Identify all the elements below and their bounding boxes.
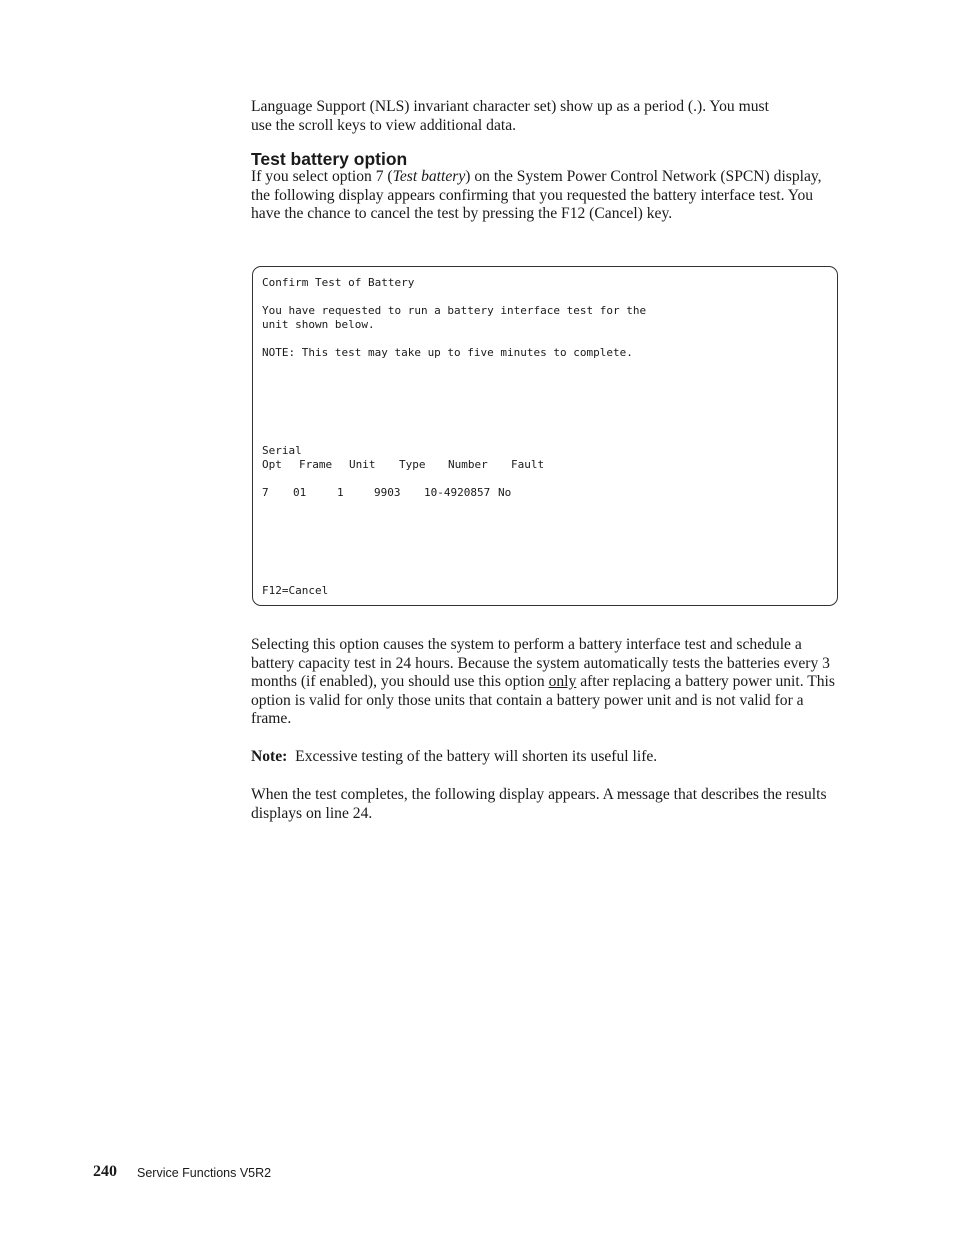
intro-paragraph	[251, 98, 841, 135]
screen-display-box	[252, 266, 838, 606]
completion-paragraph: When the test completes, the following display appears. A message that describes the results displays on line 24.	[251, 786, 827, 822]
section-paragraph-start: If you select option 7 (	[251, 168, 393, 185]
description-paragraph	[251, 636, 841, 729]
book-title: Service Functions V5R2	[137, 1166, 272, 1180]
row-type-value: 9903	[374, 486, 401, 499]
description-start: Selecting this option causes the system to perform a battery interface test and schedule a battery capacity test in 24 hours. Because the system automatically tests the batteries every 3 months (if enabled), you should use this option	[251, 636, 830, 691]
screen-title: Confirm Test of Battery	[262, 276, 415, 289]
section-paragraph-end: ) on the System Power Control Network (SPCN) display, the following display appears confirming that you requested the battery interface test. You have the chance to cancel the test by pressing the F12 (Cancel) key.	[251, 168, 822, 223]
option-name: Test battery	[392, 168, 466, 185]
emphasis-only: only	[548, 673, 577, 691]
note-label: Note:	[251, 748, 288, 765]
function-key-cancel: F12=Cancel	[262, 584, 329, 597]
column-header-unit: Unit	[349, 458, 376, 471]
section-paragraph	[251, 168, 841, 224]
screen-note: NOTE: This test may take up to five minutes to complete.	[262, 346, 633, 359]
page-number: 240	[93, 1163, 117, 1180]
column-header-fault: Fault	[511, 458, 545, 471]
row-serial-number-value: 10-4920857	[424, 486, 491, 499]
column-header-number: Number	[448, 458, 488, 471]
row-frame-value: 01	[293, 486, 307, 499]
note-text: Excessive testing of the battery will shorten its useful life.	[295, 748, 658, 765]
column-header-frame: Frame	[299, 458, 333, 471]
screen-message-line-2: unit shown below.	[262, 318, 375, 331]
description-end: after replacing a battery power unit. This option is valid for only those units that contain a battery power unit and is not valid for a frame.	[251, 673, 835, 728]
note-paragraph	[251, 748, 841, 767]
column-header-type: Type	[399, 458, 426, 471]
column-header-opt: Opt	[262, 458, 282, 471]
row-opt-value: 7	[262, 486, 269, 499]
row-unit-value: 1	[337, 486, 344, 499]
screen-message-line-1: You have requested to run a battery interface test for the	[262, 304, 647, 317]
intro-line-2: use the scroll keys to view additional data.	[251, 116, 517, 134]
serial-column-header: Serial	[262, 444, 302, 457]
intro-line-1: Language Support (NLS) invariant character set) show up as a period (.). You must	[251, 98, 769, 115]
section-heading: Test battery option	[251, 149, 408, 169]
row-fault-value: No	[498, 486, 512, 499]
